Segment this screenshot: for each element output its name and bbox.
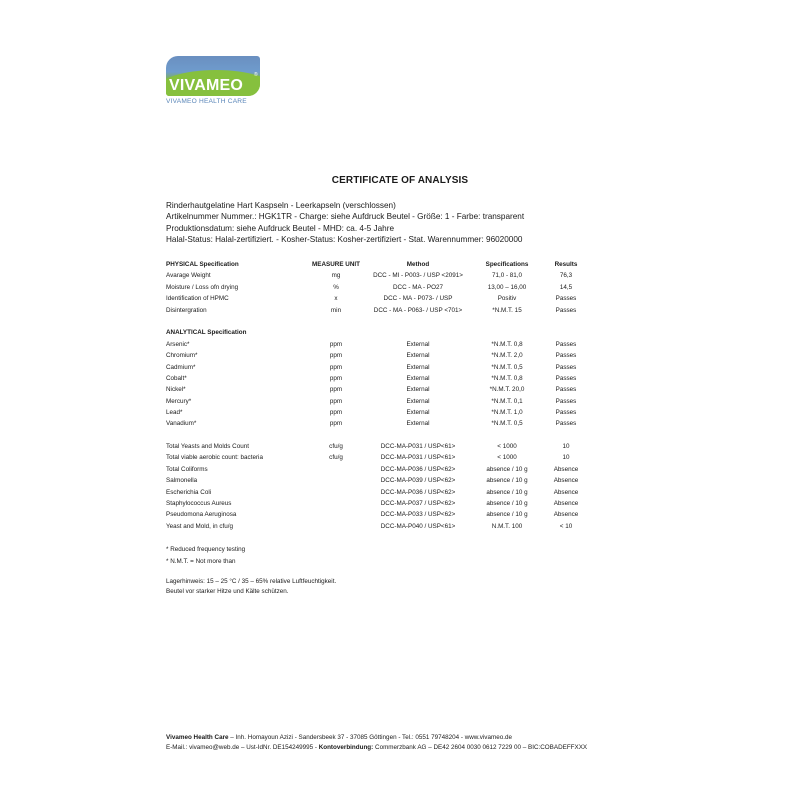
cell-parameter: PHYSICAL Specification <box>166 261 239 268</box>
document-title: CERTIFICATE OF ANALYSIS <box>331 175 469 186</box>
table-header-row <box>166 260 586 270</box>
table-row <box>166 488 586 498</box>
cell-measure-unit: ppm <box>329 341 343 348</box>
cell-specification: *N.M.T. 0,5 <box>491 420 523 428</box>
storage-notes <box>166 577 336 597</box>
cell-parameter: Disintergration <box>166 306 207 314</box>
cell-specification: *N.M.T. 2,0 <box>491 352 523 360</box>
cell-parameter: Staphylococcus Aureus <box>166 500 232 507</box>
cell-result: Passes <box>555 397 577 405</box>
storage-line: Beutel vor starker Hitze und Kälte schützen. <box>166 588 289 595</box>
cell-measure-unit: % <box>333 283 339 291</box>
bank-label: Kontoverbindung: <box>318 744 374 751</box>
table-row <box>166 340 586 350</box>
table-row <box>166 306 586 316</box>
cell-parameter: Total Coliforms <box>166 465 208 473</box>
cell-parameter: Vanadium* <box>166 420 197 428</box>
table-row <box>166 442 586 452</box>
table-row <box>166 351 586 361</box>
table-row <box>166 283 586 293</box>
cell-specification: absence / 10 g <box>486 488 528 496</box>
footnote: * N.M.T. = Not more than <box>166 557 236 565</box>
cell-method: External <box>406 397 430 405</box>
cell-specification: *N.M.T. 0,8 <box>491 375 523 383</box>
bank-details: Commerzbank AG – DE42 2604 0030 0612 7229 00 – BIC:COBADEFFXXX <box>373 744 588 751</box>
table-row <box>166 522 586 532</box>
cell-specification: absence / 10 g <box>486 465 528 473</box>
cell-measure-unit: ppm <box>329 375 343 383</box>
table-row <box>166 408 586 418</box>
cell-measure-unit: MEASURE UNIT <box>312 261 360 268</box>
footnotes <box>166 544 245 567</box>
cell-method: DCC - MA - P073- / USP <box>383 295 453 303</box>
cell-measure-unit: cfu/g <box>329 443 343 450</box>
table-row <box>166 397 586 407</box>
analytical-section-header <box>166 328 586 338</box>
cell-parameter: Chromium* <box>166 352 198 360</box>
cell-method: DCC-MA-P031 / USP<61> <box>380 454 456 462</box>
cell-parameter: Total Yeasts and Molds Count <box>166 443 249 450</box>
cell-specification: absence / 10 g <box>486 511 528 519</box>
table-row <box>166 453 586 463</box>
table-row <box>166 499 586 509</box>
cell-parameter: Pseudomona Aeruginosa <box>166 511 237 519</box>
cell-specification: *N.M.T. 0,1 <box>491 397 523 405</box>
cell-specification: 13,00 – 16,00 <box>487 283 527 291</box>
table-row <box>166 476 586 486</box>
cell-specification: Positiv <box>497 295 517 303</box>
cell-result: 10 <box>562 443 570 450</box>
cell-result: Passes <box>555 386 577 394</box>
logo-subtitle: VIVAMEO HEALTH CARE <box>166 98 247 105</box>
table-row <box>166 385 586 395</box>
cell-specification: 71,0 - 81,0 <box>491 272 523 280</box>
cell-method: DCC-MA-P031 / USP<61> <box>380 443 456 450</box>
company-name: Vivameo Health Care <box>166 734 229 741</box>
cell-parameter: Lead* <box>166 409 183 417</box>
footer-line-2 <box>166 743 587 753</box>
cell-result: Passes <box>555 306 577 314</box>
cell-measure-unit: ppm <box>329 352 343 360</box>
cell-specification: < 1000 <box>497 454 517 462</box>
cell-method: External <box>406 386 430 394</box>
cell-result: 10 <box>562 454 570 462</box>
cell-parameter: Mercury* <box>166 397 192 405</box>
cell-specification: absence / 10 g <box>486 500 528 507</box>
table-row <box>166 363 586 373</box>
storage-line: Lagerhinweis: 15 – 25 °C / 35 – 65% relative Luftfeuchtigkeit. <box>166 578 337 585</box>
table-row <box>166 510 586 520</box>
cell-result: Absence <box>553 500 579 507</box>
cell-measure-unit: mg <box>331 272 341 280</box>
page-footer <box>166 733 587 753</box>
table-row <box>166 374 586 384</box>
cell-method: External <box>406 352 430 360</box>
table-row <box>166 419 586 429</box>
table-row <box>166 271 586 281</box>
cell-result: Passes <box>555 363 577 371</box>
cell-measure-unit: ppm <box>329 420 343 428</box>
cell-result: Absence <box>553 465 579 473</box>
cell-method: DCC-MA-P040 / USP<61> <box>380 522 456 530</box>
footnote: * Reduced frequency testing <box>166 546 246 553</box>
info-line: Produktionsdatum: siehe Aufdruck Beutel - MHD: ca. 4-5 Jahre <box>166 223 394 233</box>
cell-method: DCC-MA-P039 / USP<62> <box>380 477 456 485</box>
cell-parameter: Arsenic* <box>166 341 190 348</box>
cell-specification: *N.M.T. 0,5 <box>491 363 523 371</box>
cell-parameter: Nickel* <box>166 386 186 394</box>
vivameo-logo <box>166 56 268 116</box>
table-row <box>166 294 586 304</box>
info-line: Halal-Status: Halal-zertifiziert. - Kosher-Status: Kosher-zertifiziert - Stat. Warennummer: 96020000 <box>166 235 523 245</box>
cell-method: External <box>406 375 430 383</box>
cell-result: Passes <box>555 341 577 348</box>
cell-method: External <box>406 420 430 428</box>
cell-method: DCC - MA - P063- / USP <701> <box>373 306 463 314</box>
cell-method: DCC - MI - P003- / USP <2091> <box>373 272 463 280</box>
cell-result: Passes <box>555 352 577 360</box>
info-line: Rinderhautgelatine Hart Kaspseln - Leerkapseln (verschlossen) <box>166 201 396 210</box>
cell-measure-unit: cfu/g <box>329 454 343 462</box>
cell-parameter: Escherichia Coli <box>166 488 212 496</box>
logo-registered-mark: ® <box>254 72 258 78</box>
cell-specification: absence / 10 g <box>486 477 528 485</box>
cell-method: DCC-MA-P037 / USP<62> <box>380 500 456 507</box>
contact-info: E-Mail.: vivameo@web.de – Ust-IdNr. DE154249995 - <box>166 744 319 751</box>
cell-measure-unit: ppm <box>329 397 343 405</box>
cell-measure-unit: ppm <box>329 386 343 394</box>
cell-parameter: Total viable aerobic count: bacteria <box>166 454 263 462</box>
cell-method: External <box>406 341 430 348</box>
cell-result: 14,5 <box>559 283 573 291</box>
cell-parameter: Identification of HPMC <box>166 295 229 303</box>
footer-line-1 <box>166 733 587 743</box>
company-address: – Inh. Homayoun Azizi - Sandersbeek 37 - 37085 Göttingen - Tel.: 0551 79748204 - www.vivameo.de <box>228 734 512 741</box>
cell-specification: *N.M.T. 1,0 <box>491 409 523 417</box>
product-info <box>166 200 524 246</box>
cell-result: Absence <box>553 477 579 485</box>
cell-result: Absence <box>553 488 579 496</box>
section-title: ANALYTICAL Specification <box>166 329 247 336</box>
cell-measure-unit: ppm <box>329 409 343 417</box>
cell-specification: Specifications <box>485 261 529 268</box>
cell-parameter: Cadmium* <box>166 363 196 371</box>
cell-result: 76,3 <box>559 272 573 280</box>
cell-parameter: Moisture / Loss ofn drying <box>166 283 239 291</box>
table-row <box>166 465 586 475</box>
cell-result: Passes <box>555 375 577 383</box>
cell-result: Passes <box>555 295 577 303</box>
info-line: Artikelnummer Nummer.: HGK1TR - Charge: siehe Aufdruck Beutel - Größe: 1 - Farbe: transparent <box>166 212 525 222</box>
cell-result: Results <box>554 261 578 268</box>
cell-method: DCC-MA-P036 / USP<62> <box>380 488 456 496</box>
cell-parameter: Salmonella <box>166 477 198 485</box>
cell-method: DCC - MA - PO27 <box>392 283 444 291</box>
logo-name: VIVAMEO <box>169 77 244 94</box>
logo-badge <box>166 56 260 96</box>
cell-specification: *N.M.T. 20,0 <box>489 386 525 394</box>
cell-measure-unit: ppm <box>329 363 343 371</box>
cell-method: Method <box>406 261 430 268</box>
cell-parameter: Avarage Weight <box>166 272 211 280</box>
cell-parameter: Yeast and Mold, in cfu/g <box>166 522 233 530</box>
cell-result: Passes <box>555 409 577 417</box>
cell-result: < 10 <box>559 522 573 530</box>
cell-measure-unit: x <box>334 295 338 303</box>
cell-specification: N.M.T. 100 <box>491 522 523 530</box>
cell-specification: *N.M.T. 0,8 <box>491 341 523 348</box>
cell-measure-unit: min <box>330 306 342 314</box>
cell-parameter: Cobalt* <box>166 375 187 383</box>
cell-specification: < 1000 <box>497 443 517 450</box>
cell-specification: *N.M.T. 15 <box>492 306 522 314</box>
cell-result: Absence <box>553 511 579 519</box>
cell-result: Passes <box>555 420 577 428</box>
cell-method: External <box>406 363 430 371</box>
cell-method: DCC-MA-P036 / USP<62> <box>380 465 456 473</box>
cell-method: DCC-MA-P033 / USP<62> <box>380 511 456 519</box>
cell-method: External <box>406 409 430 417</box>
